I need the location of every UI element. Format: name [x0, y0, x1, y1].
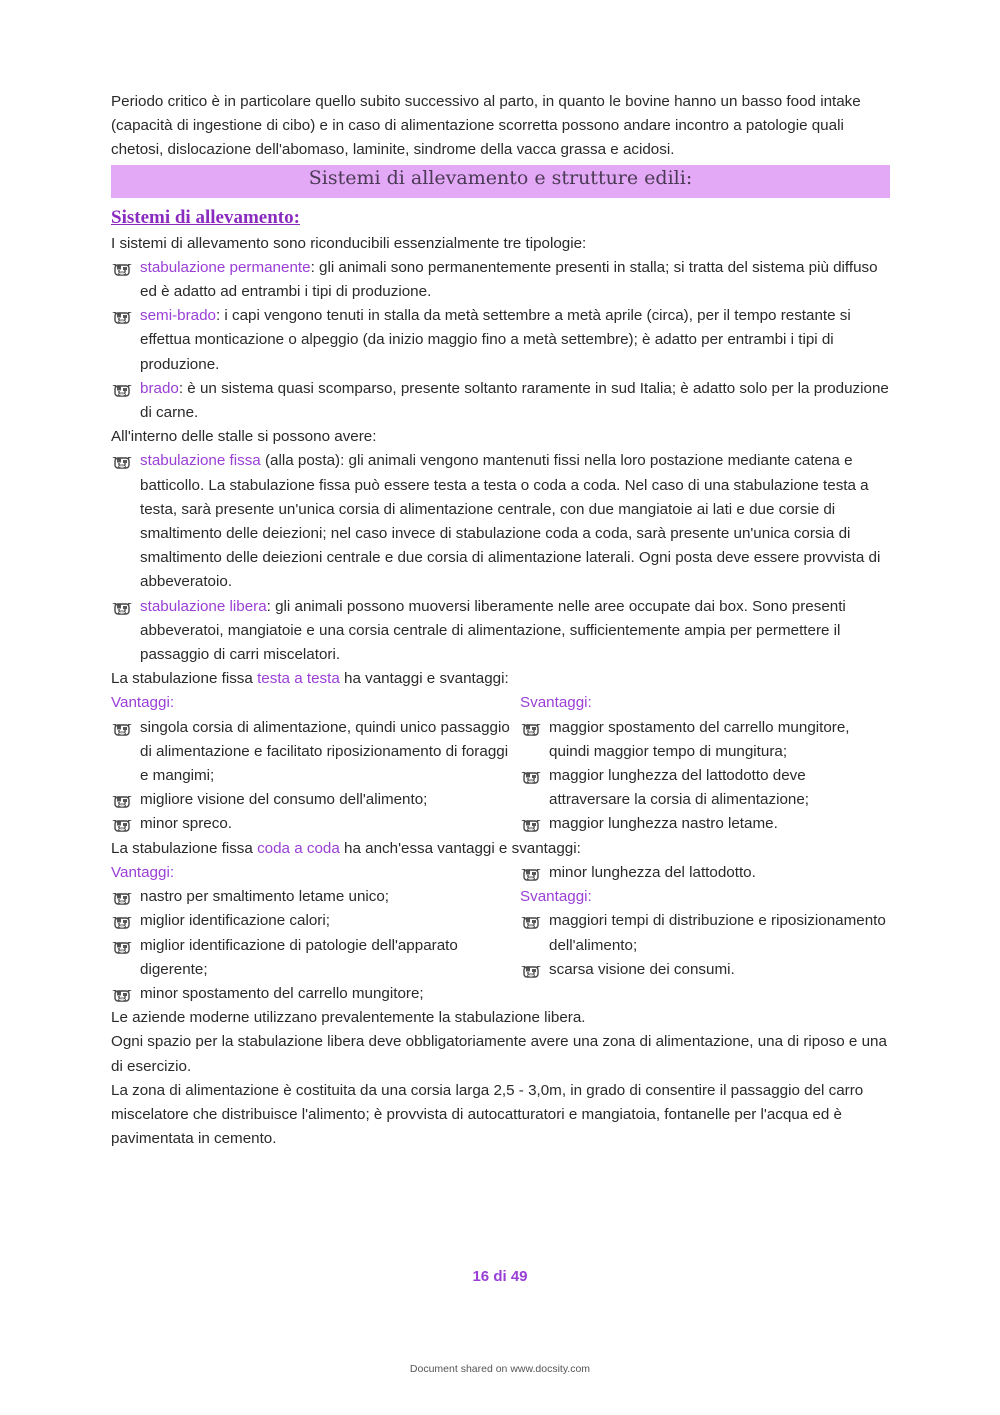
cow-head-icon [520, 721, 542, 736]
list-item [111, 909, 520, 933]
cow-head-icon [111, 890, 133, 905]
list-item [111, 449, 890, 594]
item-text: (alla posta): gli animali vengono mantenuti fissi nella loro postazione mediante catena e batticollo. La stabulazione fissa può essere testa a testa o coda a coda. Nel caso di una stabulazione testa a testa, sarà presente un'unica corsia di alimentazione centrale, con due mangiatoie ai lati e due corsie di smaltimento delle deiezioni; nel caso invece di stabulazione coda a coda, sarà presente un'unica corsia di smaltimento delle deiezioni centrale e due corsia di alimentazione laterali. Ogni posta deve essere provvista di abbeveratoio. [140, 452, 881, 591]
list-item [520, 764, 890, 812]
cow-head-icon [111, 382, 133, 397]
cow-head-icon [520, 914, 542, 929]
cow-head-icon [111, 454, 133, 469]
shared-note: Document shared on www.docsity.com [409, 1363, 591, 1375]
item-text: minor lunghezza del lattodotto. [549, 863, 756, 881]
list-item [111, 595, 890, 668]
item-text: minor spostamento del carrello mungitore; [140, 984, 424, 1002]
disadvantages-label: Svantaggi: [520, 888, 592, 906]
list-item [520, 958, 890, 982]
cow-head-icon [111, 721, 133, 736]
advantages-label: Vantaggi: [111, 694, 175, 712]
list-item [111, 885, 520, 909]
cow-head-icon [111, 939, 133, 954]
cc-advantages [111, 861, 520, 1006]
list-item [111, 256, 890, 304]
cow-head-icon [520, 963, 542, 978]
extra-advantage-list [520, 861, 890, 885]
term: brado [140, 379, 179, 397]
disadvantages-list [520, 716, 890, 837]
page-number: 16 di 49 [472, 1268, 528, 1285]
stalls-intro: All'interno delle stalle si possono avere: [111, 428, 377, 446]
item-text: miglior identificazione calori; [140, 912, 330, 930]
term: stabulazione fissa [140, 452, 261, 470]
cow-head-icon [520, 817, 542, 832]
advantages-list [111, 885, 520, 1006]
cow-head-icon [111, 261, 133, 276]
closing-paragraph: Le aziende moderne utilizzano prevalentemente la stabulazione libera. [111, 1009, 586, 1027]
closing-paragraph: Ogni spazio per la stabulazione libera deve obbligatoriamente avere una zona di alimentazione, una di riposo e una di esercizio. [111, 1033, 887, 1075]
list-item [111, 812, 520, 836]
cc-post: ha anch'essa vantaggi e svantaggi: [339, 839, 581, 857]
cc-disadvantages [520, 861, 890, 1006]
cc-pre: La stabulazione fissa [111, 839, 258, 857]
cow-head-icon [111, 600, 133, 615]
cc-term: coda a coda [257, 839, 340, 857]
item-text: miglior identificazione di patologie dell'apparato digerente; [140, 936, 458, 978]
list-item [520, 812, 890, 836]
disadvantages-list [520, 909, 890, 982]
term: stabulazione permanente [140, 258, 311, 276]
cc-columns [111, 861, 890, 1006]
list-item [520, 716, 890, 764]
list-item [111, 788, 520, 812]
item-text: : gli animali sono permanentemente presenti in stalla; si tratta del sistema più diffuso ed è adatto ad entrambi i tipi di produzione. [140, 258, 878, 301]
term: semi-brado [140, 307, 216, 325]
list-item [111, 982, 520, 1006]
list-item [111, 934, 520, 982]
list-item [111, 716, 520, 789]
cow-head-icon [111, 309, 133, 324]
item-text: minor spreco. [140, 815, 233, 833]
term: stabulazione libera [140, 597, 267, 615]
cow-head-icon [520, 769, 542, 784]
list-item [111, 377, 890, 425]
systems-intro: I sistemi di allevamento sono riconducibili essenzialmente tre tipologie: [111, 234, 587, 252]
cow-head-icon [111, 914, 133, 929]
list-item [520, 909, 890, 957]
tt-columns [111, 691, 890, 836]
item-text: singola corsia di alimentazione, quindi unico passaggio di alimentazione e facilitato riposizionamento di foraggi e mangimi; [140, 718, 510, 785]
closing-paragraph: La zona di alimentazione è costituita da una corsia larga 2,5 - 3,0m, in grado di consentire il passaggio del carro miscelatore che distribuisce l'alimento; è provvista di autocatturatori e mangiatoia, fontanelle per l'acqua ed è pavimentata in cemento. [111, 1081, 864, 1148]
advantages-list [111, 716, 520, 837]
tt-intro [111, 667, 890, 691]
tt-term: testa a testa [257, 670, 340, 688]
item-text: : i capi vengono tenuti in stalla da metà settembre a metà aprile (circa), per il tempo restante si effettua monticazione o alpeggio (da inizio maggio fino a metà settembre); è adatto per entrambi i tipi di produzione. [140, 307, 851, 373]
subheading: Sistemi di allevamento: [111, 206, 300, 228]
section-title: Sistemi di allevamento e strutture edili: [111, 165, 890, 198]
list-item [520, 861, 890, 885]
cow-head-icon [520, 866, 542, 881]
item-text: : gli animali possono muoversi liberamente nelle aree occupate dai box. Sono presenti abbeveratoi, mangiatoie e una corsia centrale di alimentazione, sufficientemente ampia per permettere il passaggio di carri miscelatori. [140, 597, 846, 664]
item-text: migliore visione del consumo dell'alimento; [140, 791, 428, 809]
cow-head-icon [111, 793, 133, 808]
item-text: maggior lunghezza nastro letame. [549, 815, 778, 833]
stalls-list [111, 449, 890, 667]
item-text: maggiori tempi di distribuzione e riposizionamento dell'alimento; [549, 912, 886, 954]
item-text: nastro per smaltimento letame unico; [140, 888, 390, 906]
item-text: : è un sistema quasi scomparso, presente soltanto raramente in sud Italia; è adatto solo per la produzione di carne. [140, 379, 889, 422]
tt-disadvantages [520, 691, 890, 836]
tt-advantages [111, 691, 520, 836]
tt-pre: La stabulazione fissa [111, 670, 258, 688]
cow-head-icon [111, 817, 133, 832]
cc-intro [111, 837, 890, 861]
tt-post: ha vantaggi e svantaggi: [339, 670, 509, 688]
cow-head-icon [111, 987, 133, 1002]
disadvantages-label: Svantaggi: [520, 694, 592, 712]
advantages-label: Vantaggi: [111, 863, 175, 881]
intro-paragraph: Periodo critico è in particolare quello subito successivo al parto, in quanto le bovine hanno un basso food intake (capacità di ingestione di cibo) e in caso di alimentazione scorretta possono andare incontro a patologie quali chetosi, dislocazione dell'abomaso, laminite, sindrome della vacca grassa e acidosi. [111, 93, 861, 159]
document-page [111, 90, 890, 1151]
item-text: scarsa visione dei consumi. [549, 960, 735, 978]
item-text: maggior lunghezza del lattodotto deve attraversare la corsia di alimentazione; [549, 767, 809, 809]
item-text: maggior spostamento del carrello mungitore, quindi maggior tempo di mungitura; [549, 718, 850, 760]
list-item [111, 304, 890, 377]
systems-list [111, 256, 890, 425]
